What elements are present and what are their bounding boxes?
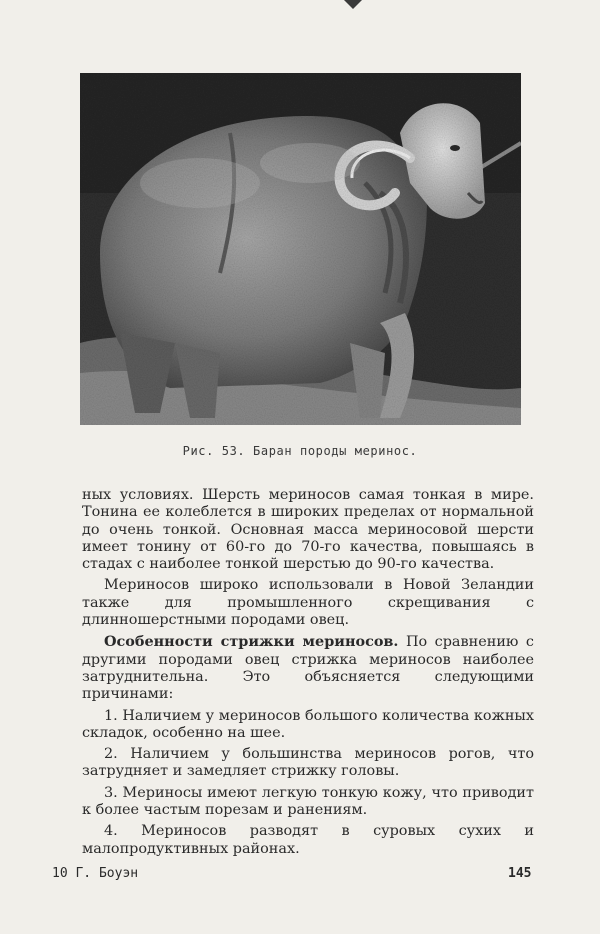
body-text xyxy=(82,487,534,858)
paragraph-new-zealand: Мериносов широко использовали в Новой Зеландии также для промышленного скрещивания с длинношерстными породами овец. xyxy=(82,577,534,629)
merino-ram-photo xyxy=(80,73,521,425)
list-item: 1. Наличием у мериносов большого количества кожных складок, особенно на шее. xyxy=(82,707,534,741)
section-heading: Особенности стрижки мериносов. xyxy=(104,633,399,651)
page-top-mark xyxy=(344,0,362,9)
list-item: 3. Мериносы имеют легкую тонкую кожу, что приводит к более частым порезам и ранениям. xyxy=(82,784,534,819)
paragraph-shearing xyxy=(82,633,534,703)
section-heading-text: По сравнению с другими породами овец стрижка мериносов наиболее затруднительна. Это объясняется следующими причинами: xyxy=(82,634,534,703)
footer-signature: 10 Г. Боуэн xyxy=(52,866,139,881)
figure-caption: Рис. 53. Баран породы меринос. xyxy=(182,444,418,458)
list-item: 4. Мериносов разводят в суровых сухих и малопродуктивных районах. xyxy=(82,823,534,857)
page-number: 145 xyxy=(508,866,532,881)
paragraph-continued: ных условиях. Шерсть мериносов самая тонкая в мире. Тонина ее колеблется в широких пределах от нормальной до очень тонкой. Основная масса мериносовой шерсти имеет тонину от 60-го до 70-го качества, повышаясь в стадах с наиболее тонкой шерстью до 90-го качества. xyxy=(82,487,534,573)
list-item: 2. Наличием у большинства мериносов рогов, что затрудняет и замедляет стрижку головы. xyxy=(82,746,534,780)
